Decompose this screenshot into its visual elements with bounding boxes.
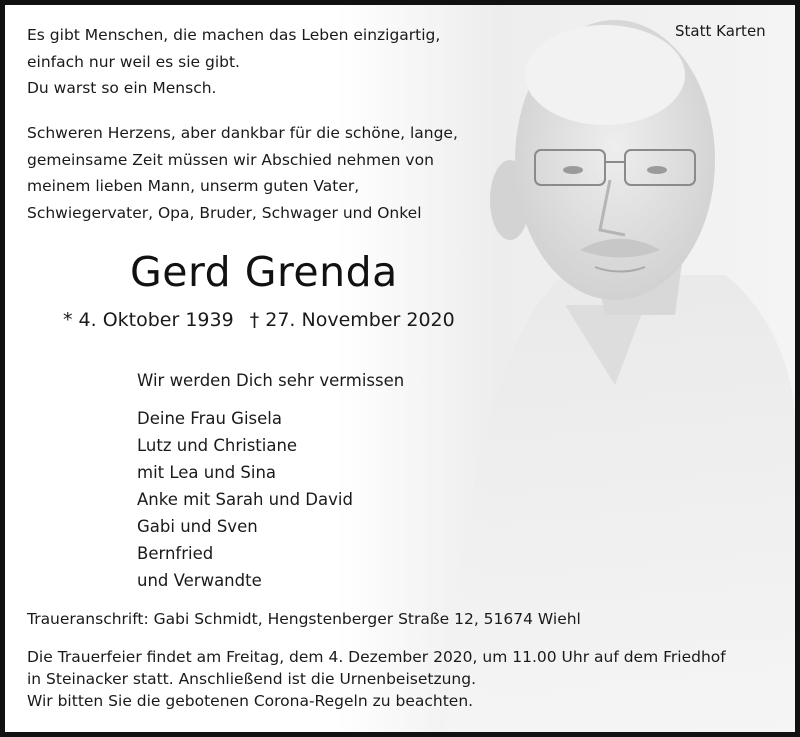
farewell-line: Schweren Herzens, aber dankbar für die schöne, lange, bbox=[27, 124, 458, 142]
intro-line: Es gibt Menschen, die machen das Leben einzigartig, bbox=[27, 26, 441, 44]
mourners-list bbox=[137, 405, 353, 594]
ceremony-line: in Steinacker statt. Anschließend ist die Urnenbeisetzung. bbox=[27, 670, 477, 688]
ceremony-line: Wir bitten Sie die gebotenen Corona-Regeln zu beachten. bbox=[27, 692, 474, 710]
farewell-text bbox=[27, 120, 458, 226]
mourning-address: Traueranschrift: Gabi Schmidt, Hengstenberger Straße 12, 51674 Wiehl bbox=[27, 610, 581, 628]
birth-date: * 4. Oktober 1939 bbox=[63, 309, 234, 331]
mourner-item: Deine Frau Gisela bbox=[137, 409, 282, 428]
miss-line: Wir werden Dich sehr vermissen bbox=[137, 371, 405, 390]
life-dates bbox=[63, 305, 455, 335]
farewell-line: meinem lieben Mann, unserm guten Vater, bbox=[27, 177, 360, 195]
mourner-item: Gabi und Sven bbox=[137, 517, 258, 536]
death-date: † 27. November 2020 bbox=[249, 309, 455, 331]
statt-karten-label: Statt Karten bbox=[675, 22, 766, 40]
mourner-item: Bernfried bbox=[137, 544, 214, 563]
farewell-line: gemeinsame Zeit müssen wir Abschied nehmen von bbox=[27, 150, 434, 169]
mourner-item: Lutz und Christiane bbox=[137, 436, 298, 455]
farewell-line: Schwiegervater, Opa, Bruder, Schwager und Onkel bbox=[27, 203, 422, 222]
intro-line: Du warst so ein Mensch. bbox=[27, 79, 217, 97]
mourner-item: Anke mit Sarah und David bbox=[137, 490, 353, 509]
intro-line: einfach nur weil es sie gibt. bbox=[27, 52, 240, 71]
ceremony-info bbox=[27, 646, 726, 712]
mourner-item: mit Lea und Sina bbox=[137, 463, 277, 482]
intro-verse bbox=[27, 22, 440, 102]
mourner-item: und Verwandte bbox=[137, 571, 262, 590]
deceased-name: Gerd Grenda bbox=[130, 248, 398, 296]
ceremony-line: Die Trauerfeier findet am Freitag, dem 4. Dezember 2020, um 11.00 Uhr auf dem Friedhof bbox=[27, 648, 726, 666]
